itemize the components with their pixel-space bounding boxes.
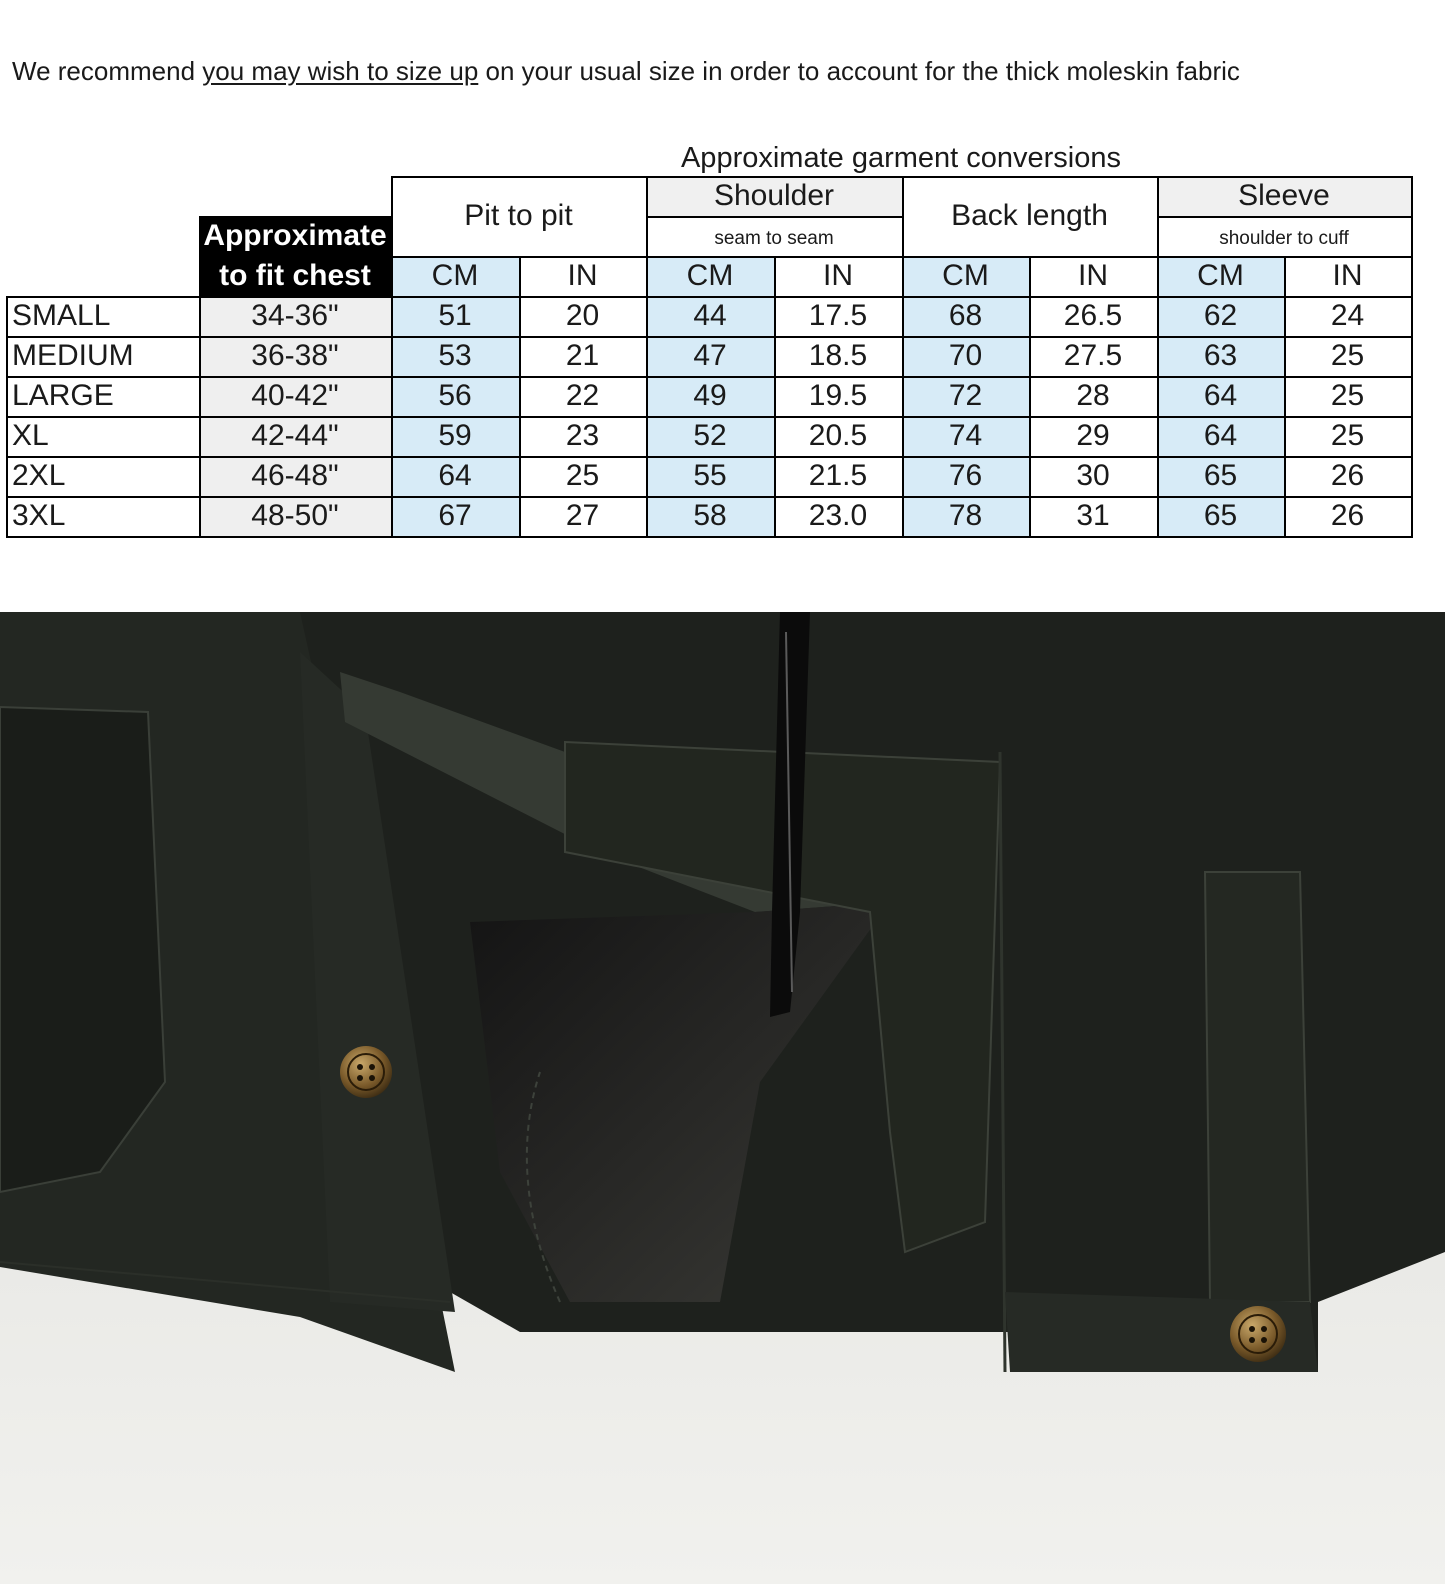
size-label: 3XL — [12, 499, 66, 532]
table-gridline — [646, 296, 648, 538]
measurement-cell: 26 — [1284, 496, 1411, 536]
table-gridline — [391, 296, 393, 538]
measurement-cell: 20.5 — [774, 416, 902, 456]
measurement-cell: 24 — [1284, 296, 1411, 336]
group-header: Shoulder — [646, 176, 902, 216]
table-gridline — [1411, 176, 1413, 296]
table-gridline — [1157, 296, 1159, 538]
measurement-cell: 70 — [902, 336, 1029, 376]
table-gridline — [6, 456, 1413, 458]
size-label: MEDIUM — [12, 339, 134, 372]
unit-header-in: IN — [1284, 256, 1411, 296]
measurement-cell: 65 — [1157, 456, 1284, 496]
size-chart-table — [6, 140, 1426, 550]
table-gridline — [646, 176, 648, 296]
measurement-cell: 27 — [519, 496, 646, 536]
measurement-cell: 21 — [519, 336, 646, 376]
measurement-cell: 64 — [1157, 416, 1284, 456]
measurement-cell: 22 — [519, 376, 646, 416]
measurement-cell: 76 — [902, 456, 1029, 496]
measurement-cell: 64 — [1157, 376, 1284, 416]
measurement-cell: 25 — [1284, 416, 1411, 456]
group-header: Sleeve — [1157, 176, 1411, 216]
measurement-cell: 31 — [1029, 496, 1157, 536]
measurement-cell: 51 — [391, 296, 519, 336]
table-gridline — [1284, 256, 1286, 296]
unit-header-cm: CM — [902, 256, 1029, 296]
unit-header-in: IN — [774, 256, 902, 296]
table-gridline — [1029, 256, 1031, 296]
measurement-cell: 44 — [646, 296, 774, 336]
measurement-cell: 62 — [1157, 296, 1284, 336]
measurement-cell: 25 — [519, 456, 646, 496]
table-gridline — [1284, 296, 1286, 538]
measurement-cell: 65 — [1157, 496, 1284, 536]
unit-header-cm: CM — [1157, 256, 1284, 296]
measurement-cell: 64 — [391, 456, 519, 496]
measurement-cell: 23.0 — [774, 496, 902, 536]
table-gridline — [646, 216, 902, 218]
size-advice-emphasis: you may wish to size up — [202, 56, 479, 86]
chest-range: 34-36" — [199, 296, 391, 336]
jacket-illustration — [0, 612, 1445, 1584]
measurement-cell: 25 — [1284, 336, 1411, 376]
table-gridline — [1411, 296, 1413, 538]
table-gridline — [6, 496, 1413, 498]
size-advice-prefix: We recommend — [12, 56, 203, 86]
group-subheader: seam to seam — [646, 216, 902, 256]
table-gridline — [6, 336, 1413, 338]
table-gridline — [6, 296, 1413, 298]
measurement-cell: 67 — [391, 496, 519, 536]
size-advice-text — [12, 56, 1240, 87]
chest-range: 42-44" — [199, 416, 391, 456]
table-gridline — [902, 176, 904, 296]
size-label: LARGE — [12, 379, 114, 412]
size-advice-suffix: on your usual size in order to account for the thick moleskin fabric — [478, 56, 1240, 86]
group-header: Back length — [902, 176, 1157, 256]
measurement-cell: 59 — [391, 416, 519, 456]
table-gridline — [1029, 296, 1031, 538]
size-label: 2XL — [12, 459, 66, 492]
table-gridline — [6, 296, 8, 538]
table-gridline — [902, 296, 904, 538]
table-gridline — [6, 376, 1413, 378]
jacket-photo — [0, 612, 1445, 1584]
measurement-cell: 58 — [646, 496, 774, 536]
measurement-cell: 52 — [646, 416, 774, 456]
size-label: SMALL — [12, 299, 111, 332]
chest-range: 46-48" — [199, 456, 391, 496]
measurement-cell: 55 — [646, 456, 774, 496]
group-header: Pit to pit — [391, 176, 646, 256]
table-gridline — [6, 536, 1413, 538]
unit-header-cm: CM — [391, 256, 519, 296]
measurement-cell: 47 — [646, 336, 774, 376]
fit-chest-header-line: Approximate — [203, 219, 387, 252]
table-gridline — [519, 296, 521, 538]
measurement-cell: 28 — [1029, 376, 1157, 416]
fit-chest-header — [199, 216, 391, 296]
measurement-cell: 18.5 — [774, 336, 902, 376]
chest-range: 48-50" — [199, 496, 391, 536]
measurement-cell: 21.5 — [774, 456, 902, 496]
measurement-cell: 23 — [519, 416, 646, 456]
measurement-cell: 49 — [646, 376, 774, 416]
table-caption: Approximate garment conversions — [680, 141, 1122, 174]
table-gridline — [519, 256, 521, 296]
group-subheader: shoulder to cuff — [1157, 216, 1411, 256]
table-gridline — [774, 296, 776, 538]
measurement-cell: 19.5 — [774, 376, 902, 416]
chest-range: 40-42" — [199, 376, 391, 416]
measurement-cell: 53 — [391, 336, 519, 376]
size-label: XL — [12, 419, 49, 452]
measurement-cell: 56 — [391, 376, 519, 416]
measurement-cell: 20 — [519, 296, 646, 336]
measurement-cell: 74 — [902, 416, 1029, 456]
measurement-cell: 72 — [902, 376, 1029, 416]
table-gridline — [6, 416, 1413, 418]
table-gridline — [391, 176, 393, 296]
table-gridline — [774, 256, 776, 296]
unit-header-cm: CM — [646, 256, 774, 296]
measurement-cell: 25 — [1284, 376, 1411, 416]
measurement-cell: 17.5 — [774, 296, 902, 336]
fit-chest-header-line: to fit chest — [219, 259, 371, 292]
chest-range: 36-38" — [199, 336, 391, 376]
measurement-cell: 26.5 — [1029, 296, 1157, 336]
measurement-cell: 68 — [902, 296, 1029, 336]
measurement-cell: 78 — [902, 496, 1029, 536]
measurement-cell: 30 — [1029, 456, 1157, 496]
measurement-cell: 26 — [1284, 456, 1411, 496]
unit-header-in: IN — [519, 256, 646, 296]
table-gridline — [1157, 216, 1411, 218]
table-gridline — [1157, 176, 1159, 296]
table-gridline — [199, 296, 201, 538]
measurement-cell: 27.5 — [1029, 336, 1157, 376]
measurement-cell: 29 — [1029, 416, 1157, 456]
unit-header-in: IN — [1029, 256, 1157, 296]
measurement-cell: 63 — [1157, 336, 1284, 376]
